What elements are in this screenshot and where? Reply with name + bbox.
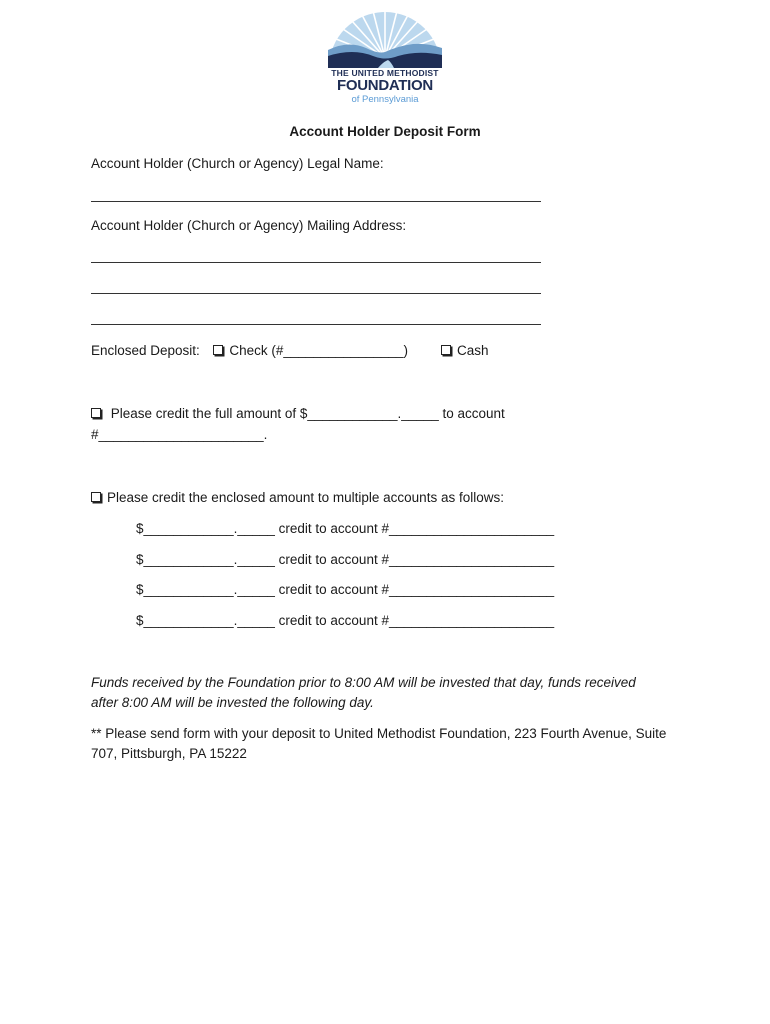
full-amount-row <box>91 406 505 421</box>
split-row-3[interactable]: $____________._____ credit to account #______________________ <box>136 582 555 597</box>
address-line-2[interactable] <box>91 293 541 294</box>
cash-label: Cash <box>457 343 489 358</box>
address-line-3[interactable] <box>91 324 541 325</box>
deposit-row <box>91 343 408 358</box>
deposit-label: Enclosed Deposit: <box>91 343 200 358</box>
sunrise-mountain-logo-icon <box>328 10 442 70</box>
full-amount-text: Please credit the full amount of $____________._____ to account <box>110 406 505 421</box>
multiple-accounts-checkbox[interactable] <box>91 492 101 502</box>
cash-checkbox[interactable] <box>441 345 451 355</box>
multiple-accounts-row <box>91 490 504 505</box>
full-amount-checkbox[interactable] <box>91 408 101 418</box>
split-row-2[interactable]: $____________._____ credit to account #______________________ <box>136 552 555 567</box>
form-title: Account Holder Deposit Form <box>289 124 481 139</box>
mailing-instructions-line1: ** Please send form with your deposit to United Methodist Foundation, 223 Fourth Avenue, Suite <box>91 726 667 741</box>
timing-note-line1: Funds received by the Foundation prior to 8:00 AM will be invested that day, funds received <box>91 675 636 690</box>
logo-text-line2: FOUNDATION <box>337 77 433 94</box>
mailing-instructions-line2: 707, Pittsburgh, PA 15222 <box>91 746 247 761</box>
address-line-1[interactable] <box>91 262 541 263</box>
split-row-4[interactable]: $____________._____ credit to account #______________________ <box>136 613 555 628</box>
legal-name-label: Account Holder (Church or Agency) Legal Name: <box>91 156 384 171</box>
logo-text-line3: of Pennsylvania <box>351 94 419 105</box>
timing-note-line2: after 8:00 AM will be invested the following day. <box>91 695 374 710</box>
cash-option <box>441 343 489 358</box>
mailing-address-label: Account Holder (Church or Agency) Mailing Address: <box>91 218 407 233</box>
split-row-1[interactable]: $____________._____ credit to account #______________________ <box>136 521 555 536</box>
multiple-accounts-label: Please credit the enclosed amount to multiple accounts as follows: <box>107 490 504 505</box>
check-label: Check (#________________) <box>229 343 408 358</box>
legal-name-input-line[interactable] <box>91 201 541 202</box>
full-amount-account-line[interactable]: #______________________. <box>91 427 268 442</box>
logo-text-line1: THE UNITED METHODIST <box>331 68 439 78</box>
check-checkbox[interactable] <box>213 345 223 355</box>
foundation-logo <box>328 10 442 106</box>
